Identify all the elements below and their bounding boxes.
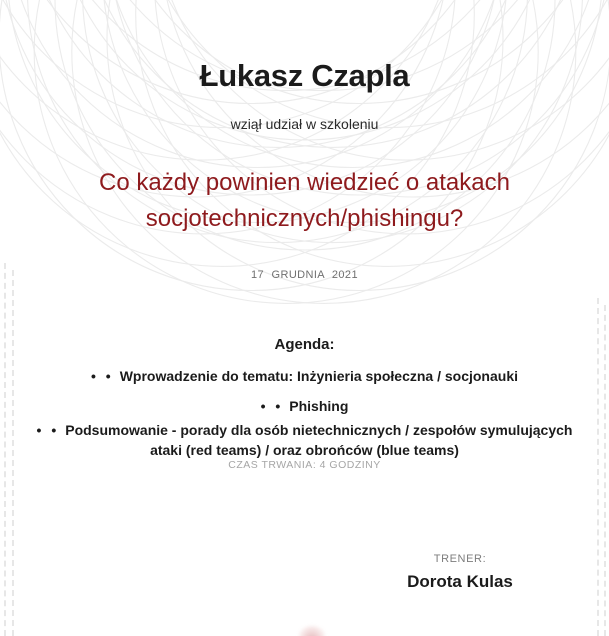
trainer-label: TRENER: [433, 553, 487, 565]
course-title-text: Co każdy powinien wiedzieć o atakach socjotechnicznych/phishingu? [99, 169, 510, 232]
agenda-item [0, 366, 609, 386]
agenda-item [0, 420, 609, 460]
bullet-icon: • • [260, 398, 284, 414]
bottom-red-mark [299, 626, 325, 636]
training-date: 17 GRUDNIA 2021 [251, 269, 358, 281]
recipient-name: Łukasz Czapla [199, 58, 410, 93]
agenda-item-label: Wprowadzenie do tematu: Inżynieria społeczna / socjonauki [119, 368, 518, 384]
agenda-heading: Agenda: [274, 336, 335, 353]
bullet-icon: • • [36, 422, 60, 438]
bullet-icon: • • [91, 368, 114, 384]
trainer-name: Dorota Kulas [407, 572, 513, 591]
agenda-item-label: Phishing [289, 398, 349, 414]
trainer-block [340, 553, 580, 592]
duration-text: CZAS TRWANIA: 4 GODZINY [228, 459, 381, 471]
agenda-item [0, 396, 609, 416]
course-title [0, 165, 609, 237]
agenda-item-label: Podsumowanie - porady dla osób nietechnicznych / zespołów symulujących ataki (red teams) / oraz obrońców (blue teams) [65, 422, 573, 458]
participation-subtitle: wziął udział w szkoleniu [230, 116, 379, 132]
